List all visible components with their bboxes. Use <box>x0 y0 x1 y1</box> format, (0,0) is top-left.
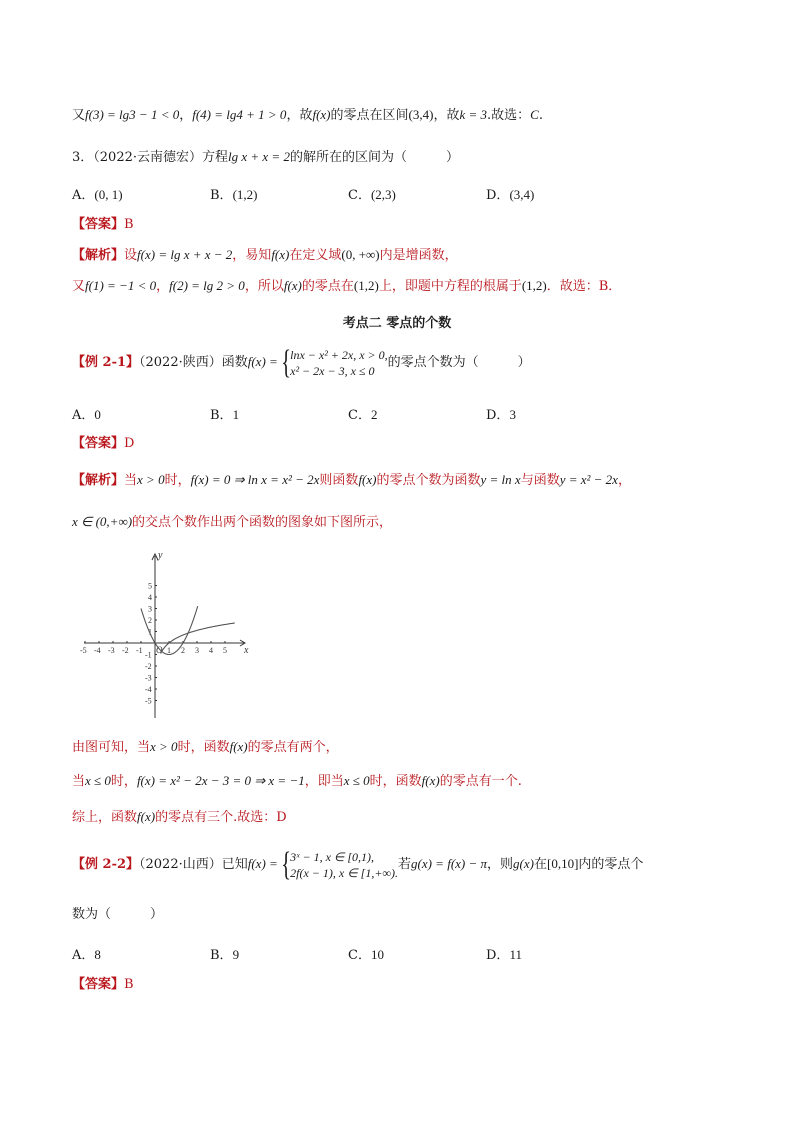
x-tick-label: 4 <box>209 646 213 655</box>
example-source: （2022·山西）已知 <box>139 857 248 872</box>
question-source: （2022·云南德宏）方程 <box>93 150 228 165</box>
example-2-1 <box>72 342 531 382</box>
y-tick-label: 3 <box>148 604 152 614</box>
x-tick-label: -2 <box>122 646 129 655</box>
x-tick-label: 5 <box>223 646 227 655</box>
text: . <box>538 108 543 123</box>
answer-ex22 <box>72 976 134 994</box>
question-number: 3． <box>72 150 94 165</box>
x-tick-label: -5 <box>80 646 87 655</box>
math-equation: lg x + x = 2 <box>228 149 290 164</box>
question-text: 的零点个数为（ ） <box>387 355 531 370</box>
option-c: C．10 <box>348 947 384 963</box>
option-a: A．(0, 1) <box>72 187 123 203</box>
y-tick-label: 1 <box>148 627 152 637</box>
math-interval: (3,4) <box>408 107 434 122</box>
y-tick-label: -2 <box>145 662 152 671</box>
analysis-tag: 【解析】 <box>72 248 125 263</box>
y-tick-label: 4 <box>148 593 152 602</box>
function-graph <box>82 550 262 722</box>
x-tick-label: 1 <box>167 646 171 655</box>
piecewise-cases: lnx − x² + 2x, x > 0, x² − 2x − 3, x ≤ 0 <box>290 347 388 378</box>
solution-line-1 <box>72 106 543 125</box>
analysis-q3-line-1: 【解析】设f(x) = lg x + x − 2，易知f(x)在定义域(0, +∞)内是增函数， <box>72 247 458 263</box>
math-range: [0,10] <box>547 856 579 871</box>
text: ， <box>179 108 193 123</box>
text: 又 <box>72 108 86 123</box>
math-fx: f(x) = <box>247 354 278 369</box>
option-d: D．(3,4) <box>486 187 535 203</box>
option-a: A．8 <box>72 947 101 963</box>
answer-tag: 【答案】 <box>72 436 125 451</box>
math-veq: f(x) = x² − 2x − 3 = 0 ⇒ x = −1 <box>136 773 305 788</box>
answer-tag: 【答案】 <box>72 977 125 992</box>
math-fx: f(x) <box>312 107 331 122</box>
example-2-2-cont <box>72 906 163 924</box>
y-tick-label: -1 <box>145 650 152 660</box>
analysis-ex21-line-1: 【解析】当x > 0时，f(x) = 0 ⇒ ln x = x² − 2x则函数f(x)的零点个数为函数y = ln x与函数y = x² − 2x， <box>72 472 631 488</box>
option-a: A．0 <box>72 407 101 423</box>
x-tick-label: -1 <box>136 646 143 655</box>
math-geq: g(x) = f(x) − π <box>411 856 488 871</box>
question-3 <box>72 148 459 167</box>
analysis-ex21-line-2: x ∈ (0,+∞)的交点个数作出两个函数的图象如下图所示， <box>72 514 393 530</box>
analysis-ex21-line-5: 综上，函数f(x)的零点有三个.故选：D <box>72 809 287 825</box>
question-text: 的解所在的区间为（ ） <box>289 150 459 165</box>
x-tick-label: -4 <box>94 646 101 655</box>
section-heading: 考点二 零点的个数 <box>342 316 452 331</box>
y-tick-label: 2 <box>148 616 152 625</box>
math-fdef: f(x) = lg x + x − 2 <box>137 247 233 262</box>
math-f2: f(2) = lg 2 > 0 <box>169 278 245 293</box>
answer-ex21 <box>72 435 134 453</box>
analysis-ex21-line-3: 由图可知，当x > 0时，函数f(x)的零点有两个， <box>72 739 339 755</box>
option-c: C．2 <box>348 407 378 423</box>
example-source: （2022·陕西）函数 <box>139 355 248 370</box>
example-tag: 【例 2-1】 <box>72 355 140 370</box>
x-tick-label: -3 <box>108 646 115 655</box>
text: ，故 <box>433 108 460 123</box>
brace: { <box>281 343 291 381</box>
analysis-ex21-line-4: 当x ≤ 0时，f(x) = x² − 2x − 3 = 0 ⇒ x = −1，即当x ≤ 0时，函数f(x)的零点有一个. <box>72 773 522 789</box>
text: ，故 <box>286 108 313 123</box>
math-f3: f(3) = lg3 − 1 < 0 <box>85 107 180 122</box>
math-f1: f(1) = −1 < 0 <box>85 278 157 293</box>
y-tick-label: -5 <box>145 696 152 706</box>
math-fx: f(x) = <box>247 856 278 871</box>
math-domain: x ∈ (0,+∞) <box>72 514 133 529</box>
option-c: C．(2,3) <box>348 187 396 203</box>
answer-value: B <box>124 977 134 992</box>
math-f4: f(4) = lg4 + 1 > 0 <box>192 107 287 122</box>
answer-value: D <box>124 436 135 451</box>
question-text: 数为（ ） <box>72 907 164 922</box>
y-axis-label: y <box>158 550 163 561</box>
x-axis-label: x <box>244 645 249 656</box>
x-tick-label: 3 <box>195 646 199 655</box>
math-y1: y = ln x <box>480 472 521 487</box>
answer-letter: C <box>530 107 539 122</box>
y-tick-label: 5 <box>148 581 152 591</box>
math-k: k = 3 <box>459 107 487 122</box>
example-tag: 【例 2-2】 <box>72 857 140 872</box>
example-2-2: 【例 2-2】（2022·山西）已知f(x) ={3ˣ − 1, x ∈ [0,1), 2f(x − 1), x ∈ [1,+∞).若g(x) = f(x) − π，则g(x)在[0,10]内的零点个 <box>72 845 644 883</box>
text: 的零点在区间 <box>330 108 409 123</box>
option-d: D．11 <box>486 947 522 963</box>
option-b: B．(1,2) <box>210 187 258 203</box>
math-domain: (0, +∞) <box>341 247 380 262</box>
y-tick-label: -4 <box>145 685 152 694</box>
x-tick-label: 2 <box>181 646 185 655</box>
analysis-tag: 【解析】 <box>72 473 125 488</box>
answer-q3 <box>72 216 134 234</box>
option-b: B．1 <box>210 407 240 423</box>
math-eq1: f(x) = 0 ⇒ ln x = x² − 2x <box>190 472 320 487</box>
answer-value: B <box>124 217 134 232</box>
analysis-q3-line-2: 又f(1) = −1 < 0，f(2) = lg 2 > 0，所以f(x)的零点在(1,2)上，即题中方程的根属于(1,2)．故选：B． <box>72 278 622 294</box>
origin-label: O <box>156 645 163 655</box>
math-y2: y = x² − 2x <box>559 472 618 487</box>
y-tick-label: -3 <box>145 673 152 683</box>
option-b: B．9 <box>210 947 240 963</box>
option-d: D．3 <box>486 407 516 423</box>
piecewise-cases: 3ˣ − 1, x ∈ [0,1), 2f(x − 1), x ∈ [1,+∞). <box>290 849 398 880</box>
text: .故选： <box>487 108 531 123</box>
answer-tag: 【答案】 <box>72 217 125 232</box>
brace: { <box>281 845 291 883</box>
